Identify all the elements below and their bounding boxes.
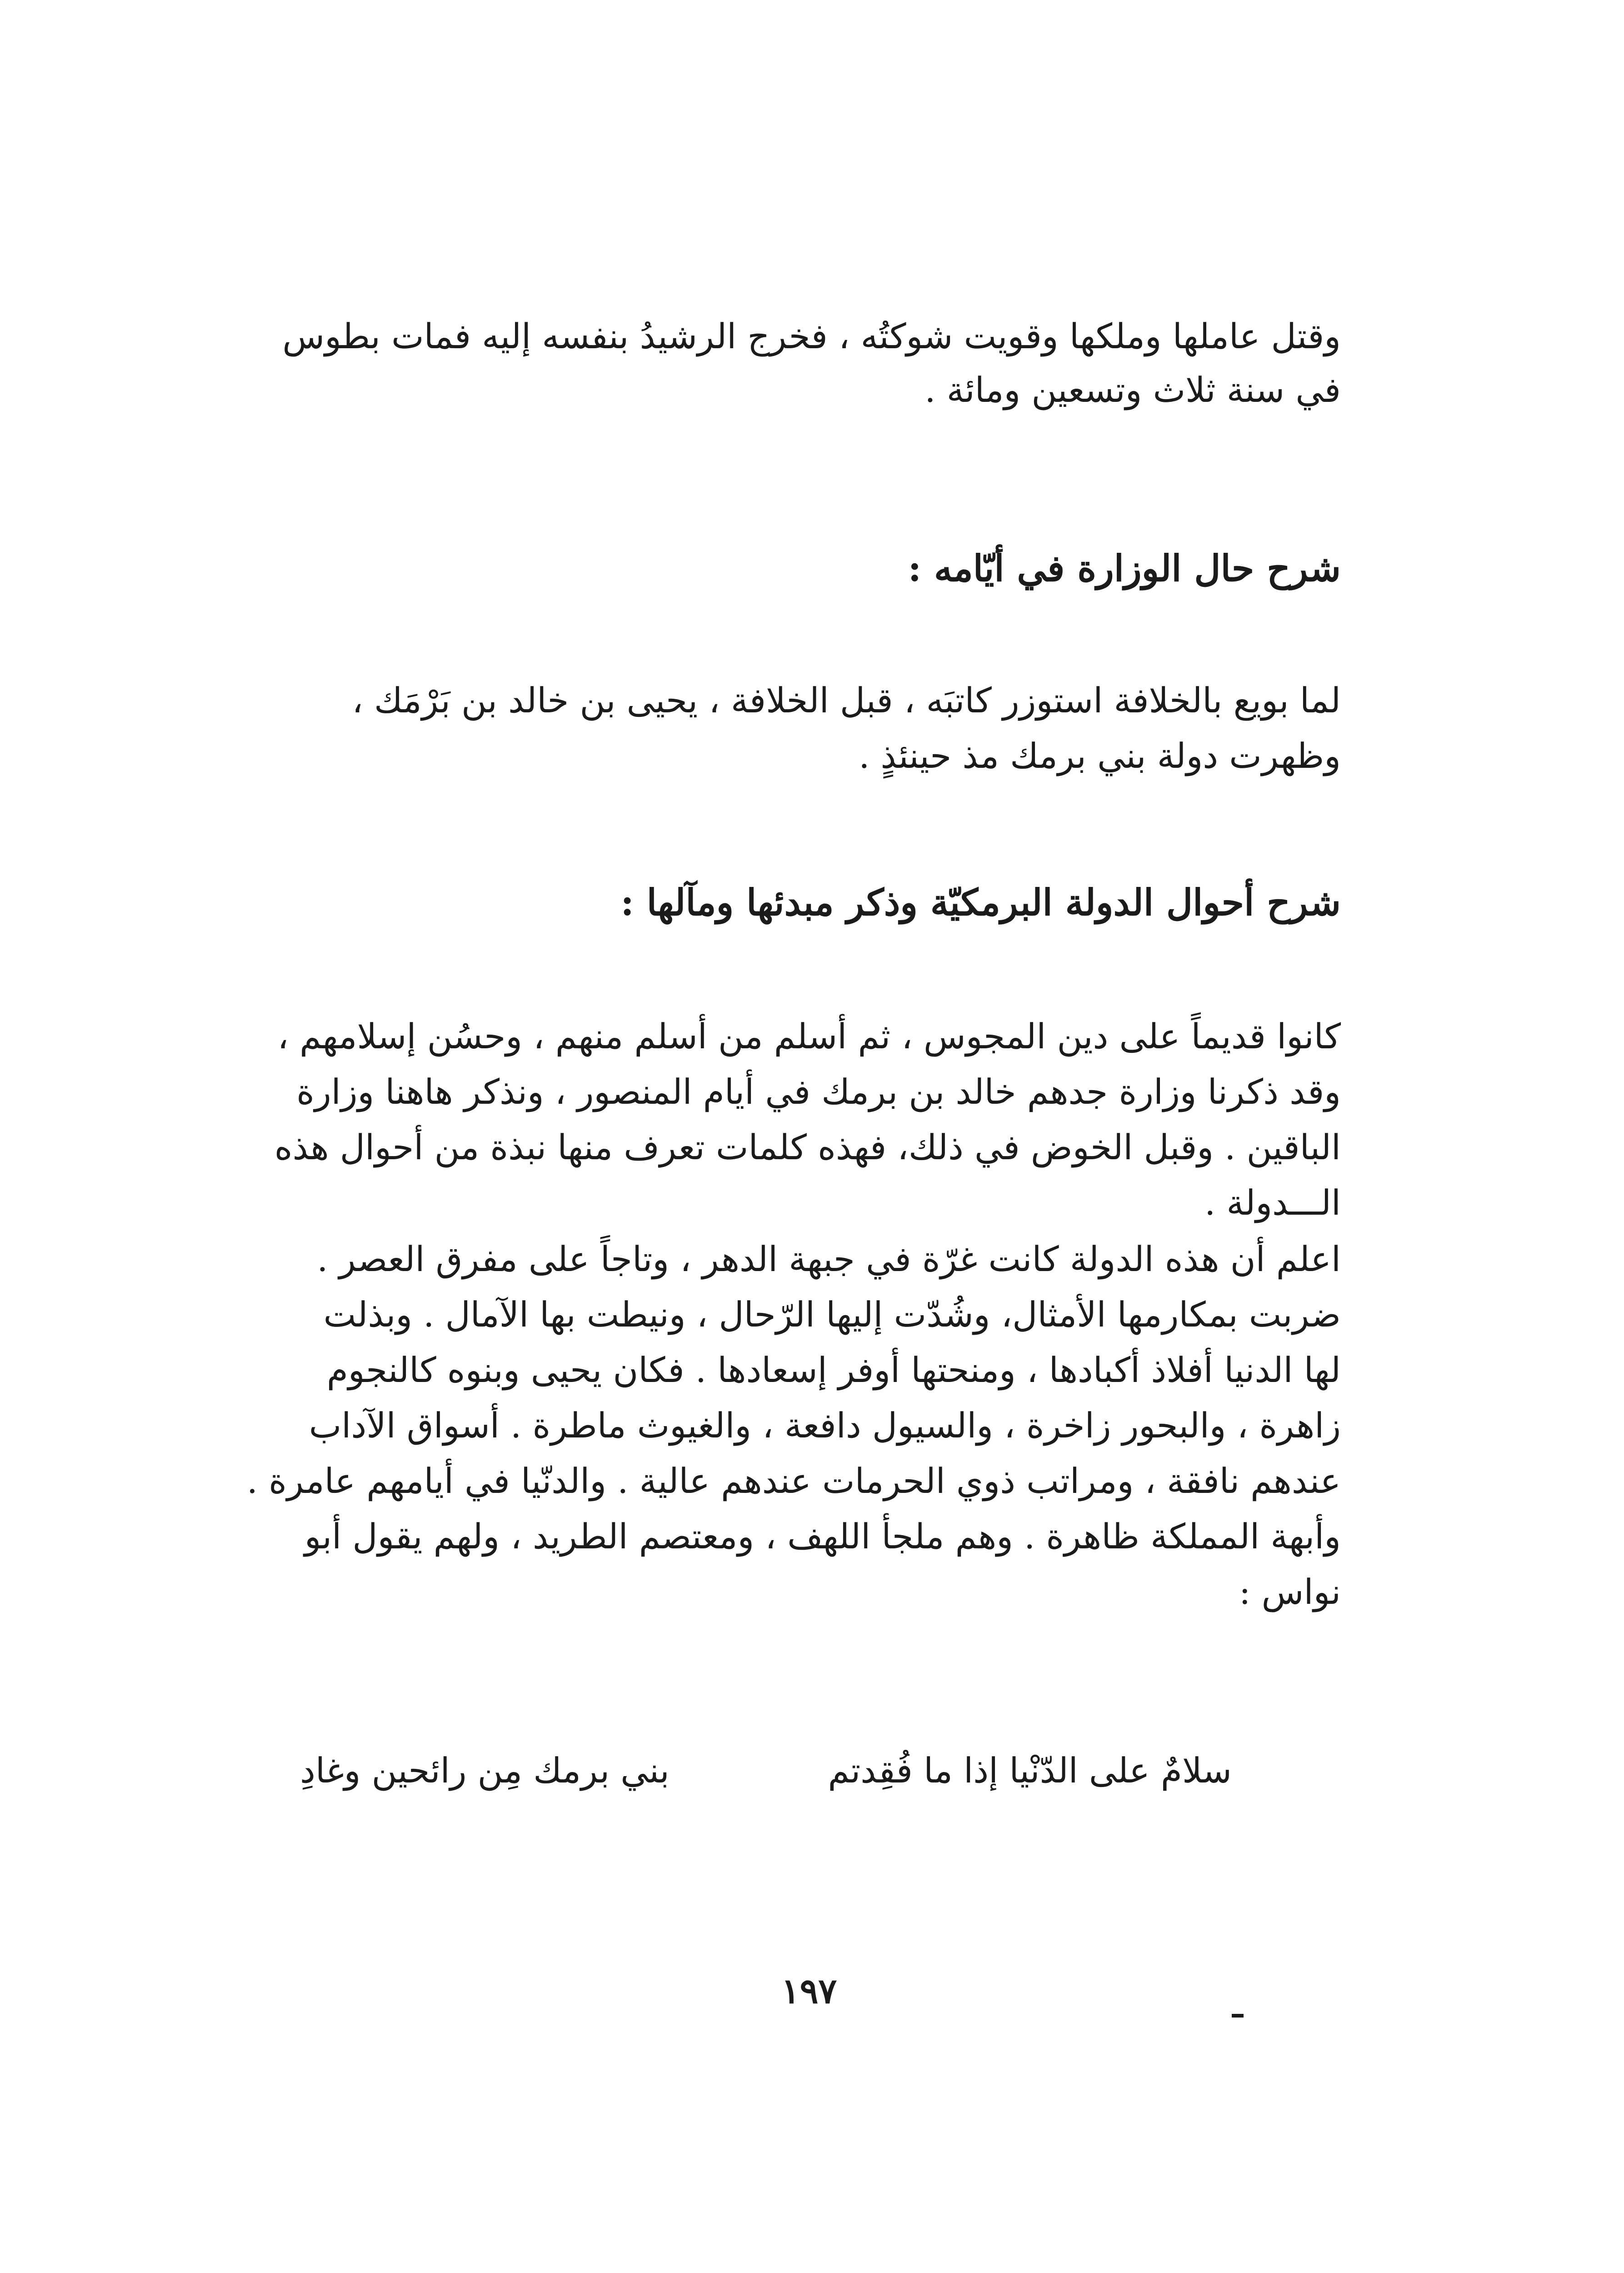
section-heading: شرح أحوال الدولة البرمكيّة وذكر مبدئها ومآلها : bbox=[620, 881, 1341, 924]
section-heading: شرح حال الوزارة في أيّامه : bbox=[908, 547, 1341, 590]
page-number: ١٩٧ bbox=[781, 1971, 837, 2011]
verse-first-hemistich: سلامٌ على الدّنْيا إذا ما فُقِدتم bbox=[828, 1750, 1232, 1791]
text-line: لها الدنيا أفلاذ أكبادها ، ومنحتها أوفر إسعادها . فكان يحيى وبنوه كالنجوم bbox=[326, 1350, 1341, 1390]
text-line: كانوا قديماً على دين المجوس ، ثم أسلم من أسلم منهم ، وحسُن إسلامهم ، bbox=[277, 1016, 1341, 1056]
text-line: في سنة ثلاث وتسعين ومائة . bbox=[924, 370, 1341, 410]
text-line: عندهم نافقة ، ومراتب ذوي الحرمات عندهم عالية . والدنّيا في أيامهم عامرة . bbox=[246, 1461, 1341, 1501]
text-line: اعلم أن هذه الدولة كانت غرّة في جبهة الدهر ، وتاجاً على مفرق العصر . bbox=[317, 1239, 1341, 1279]
text-line: الـــدولة . bbox=[1204, 1182, 1341, 1223]
text-line: وقد ذكرنا وزارة جدهم خالد بن برمك في أيام المنصور ، ونذكر هاهنا وزارة bbox=[296, 1071, 1341, 1112]
poem-verse bbox=[300, 1746, 1341, 1796]
text-line: وأبهة المملكة ظاهرة . وهم ملجأ اللهف ، ومعتصم الطريد ، ولهم يقول أبو bbox=[304, 1516, 1341, 1557]
text-line: زاهرة ، والبحور زاخرة ، والسيول دافعة ، والغيوث ماطرة . أسواق الآداب bbox=[309, 1405, 1341, 1446]
verse-second-hemistich: بني برمك مِن رائحين وغادِ bbox=[300, 1750, 670, 1791]
text-line: ضربت بمكارمها الأمثال، وشُدّت إليها الرّحال ، ونيطت بها الآمال . وبذلت bbox=[323, 1294, 1341, 1335]
text-line: وظهرت دولة بني برمك مذ حينئذٍ . bbox=[859, 736, 1341, 776]
print-mark bbox=[1232, 2014, 1244, 2018]
text-line: لما بويع بالخلافة استوزر كاتبَه ، قبل الخلافة ، يحيى بن خالد بن بَرْمَك ، bbox=[352, 680, 1341, 721]
text-line: وقتل عاملها وملكها وقويت شوكتُه ، فخرج الرشيدُ بنفسه إليه فمات بطوس bbox=[282, 316, 1341, 356]
text-line: الباقين . وقبل الخوض في ذلك، فهذه كلمات تعرف منها نبذة من أحوال هذه bbox=[274, 1127, 1341, 1167]
text-line: نواس : bbox=[1239, 1572, 1341, 1612]
